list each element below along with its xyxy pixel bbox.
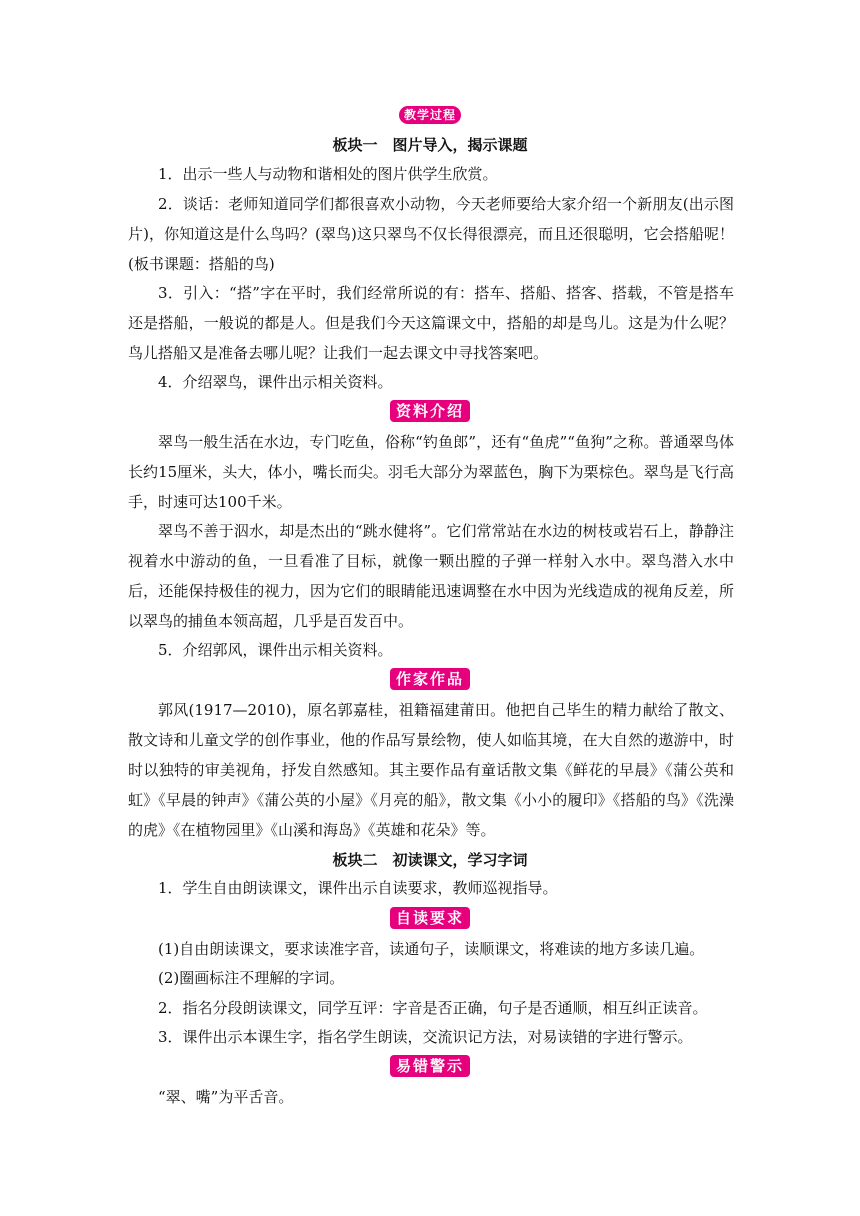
- paragraph-4: 4．介绍翠鸟，课件出示相关资料。: [158, 373, 393, 391]
- paragraph-q1: 1．学生自由朗读课文，课件出示自读要求，教师巡视指导。: [158, 879, 558, 897]
- requirement-1: (1)自由朗读课文，要求读准字音，读通句子，读顺课文，将难读的地方多读几遍。: [158, 940, 705, 958]
- requirement-2: (2)圈画标注不理解的字词。: [158, 969, 345, 987]
- works-paragraph: 郭风(1917—2010)，原名郭嘉桂，祖籍福建莆田。他把自己毕生的精力献给了散文、散文诗和儿童文学的创作事业，他的作品写景绘物，使人如临其境，在大自然的遨游中，时时以独特的审美视角，抒发自然感知。其主要作品有童话散文集《鲜花的早晨》《蒲公英和虹》《早晨的钟声》《蒲公英的小屋》《月亮的船》，散文集《小小的履印》《搭船的鸟》《洗澡的虎》《在植物园里》《山溪和海岛》《英雄和花朵》等。: [128, 701, 734, 839]
- material-paragraph-2: 翠鸟不善于泅水，却是杰出的“跳水健将”。它们常常站在水边的树枝或岩石上，静静注视着水中游动的鱼，一旦看准了目标，就像一颗出膛的子弹一样射入水中。翠鸟潜入水中后，还能保持极佳的视力，因为它们的眼睛能迅速调整在水中因为光线造成的视角反差，所以翠鸟的捕鱼本领高超，几乎是百发百中。: [128, 522, 734, 630]
- section-1-title: 板块一 图片导入，揭示课题: [332, 136, 528, 154]
- badge-label: 作家作品: [390, 668, 470, 690]
- badge-label: 易错警示: [390, 1055, 470, 1077]
- warning-paragraph: “翠、嘴”为平舌音。: [158, 1088, 294, 1106]
- paragraph-3: 3．引入：“搭”字在平时，我们经常所说的有：搭车、搭船、搭客、搭载，不管是搭车还是搭船，一般说的都是人。但是我们今天这篇课文中，搭船的却是鸟儿。这是为什么呢？鸟儿搭船又是准备去哪儿呢？让我们一起去课文中寻找答案吧。: [128, 284, 734, 362]
- badge-label: 教学过程: [399, 106, 461, 124]
- badge-teaching-process: [0, 104, 860, 124]
- paragraph-5: 5．介绍郭风，课件出示相关资料。: [158, 641, 393, 659]
- paragraph-q3: 3．课件出示本课生字，指名学生朗读，交流识记方法，对易读错的字进行警示。: [158, 1028, 693, 1046]
- badge-label: 自读要求: [390, 907, 470, 929]
- paragraph-2: 2．谈话：老师知道同学们都很喜欢小动物，今天老师要给大家介绍一个新朋友(出示图片)，你知道这是什么鸟吗？(翠鸟)这只翠鸟不仅长得很漂亮，而且还很聪明，它会搭船呢！(板书课题：搭船的鸟): [128, 195, 734, 273]
- section-2-title: 板块二 初读课文，学习字词: [332, 851, 528, 869]
- material-paragraph-1: 翠鸟一般生活在水边，专门吃鱼，俗称“钓鱼郎”，还有“鱼虎”“鱼狗”之称。普通翠鸟体长约15厘米，头大，体小，嘴长而尖。羽毛大部分为翠蓝色，胸下为栗棕色。翠鸟是飞行高手，时速可达100千米。: [128, 433, 734, 511]
- paragraph-1: 1．出示一些人与动物和谐相处的图片供学生欣赏。: [158, 165, 498, 183]
- paragraph-q2: 2．指名分段朗读课文，同学互评：字音是否正确，句子是否通顺，相互纠正读音。: [158, 999, 708, 1017]
- badge-materials: [0, 400, 860, 422]
- badge-warning: [0, 1055, 860, 1077]
- badge-label: 资料介绍: [390, 400, 470, 422]
- badge-reading-requirements: [0, 907, 860, 929]
- badge-works: [0, 668, 860, 690]
